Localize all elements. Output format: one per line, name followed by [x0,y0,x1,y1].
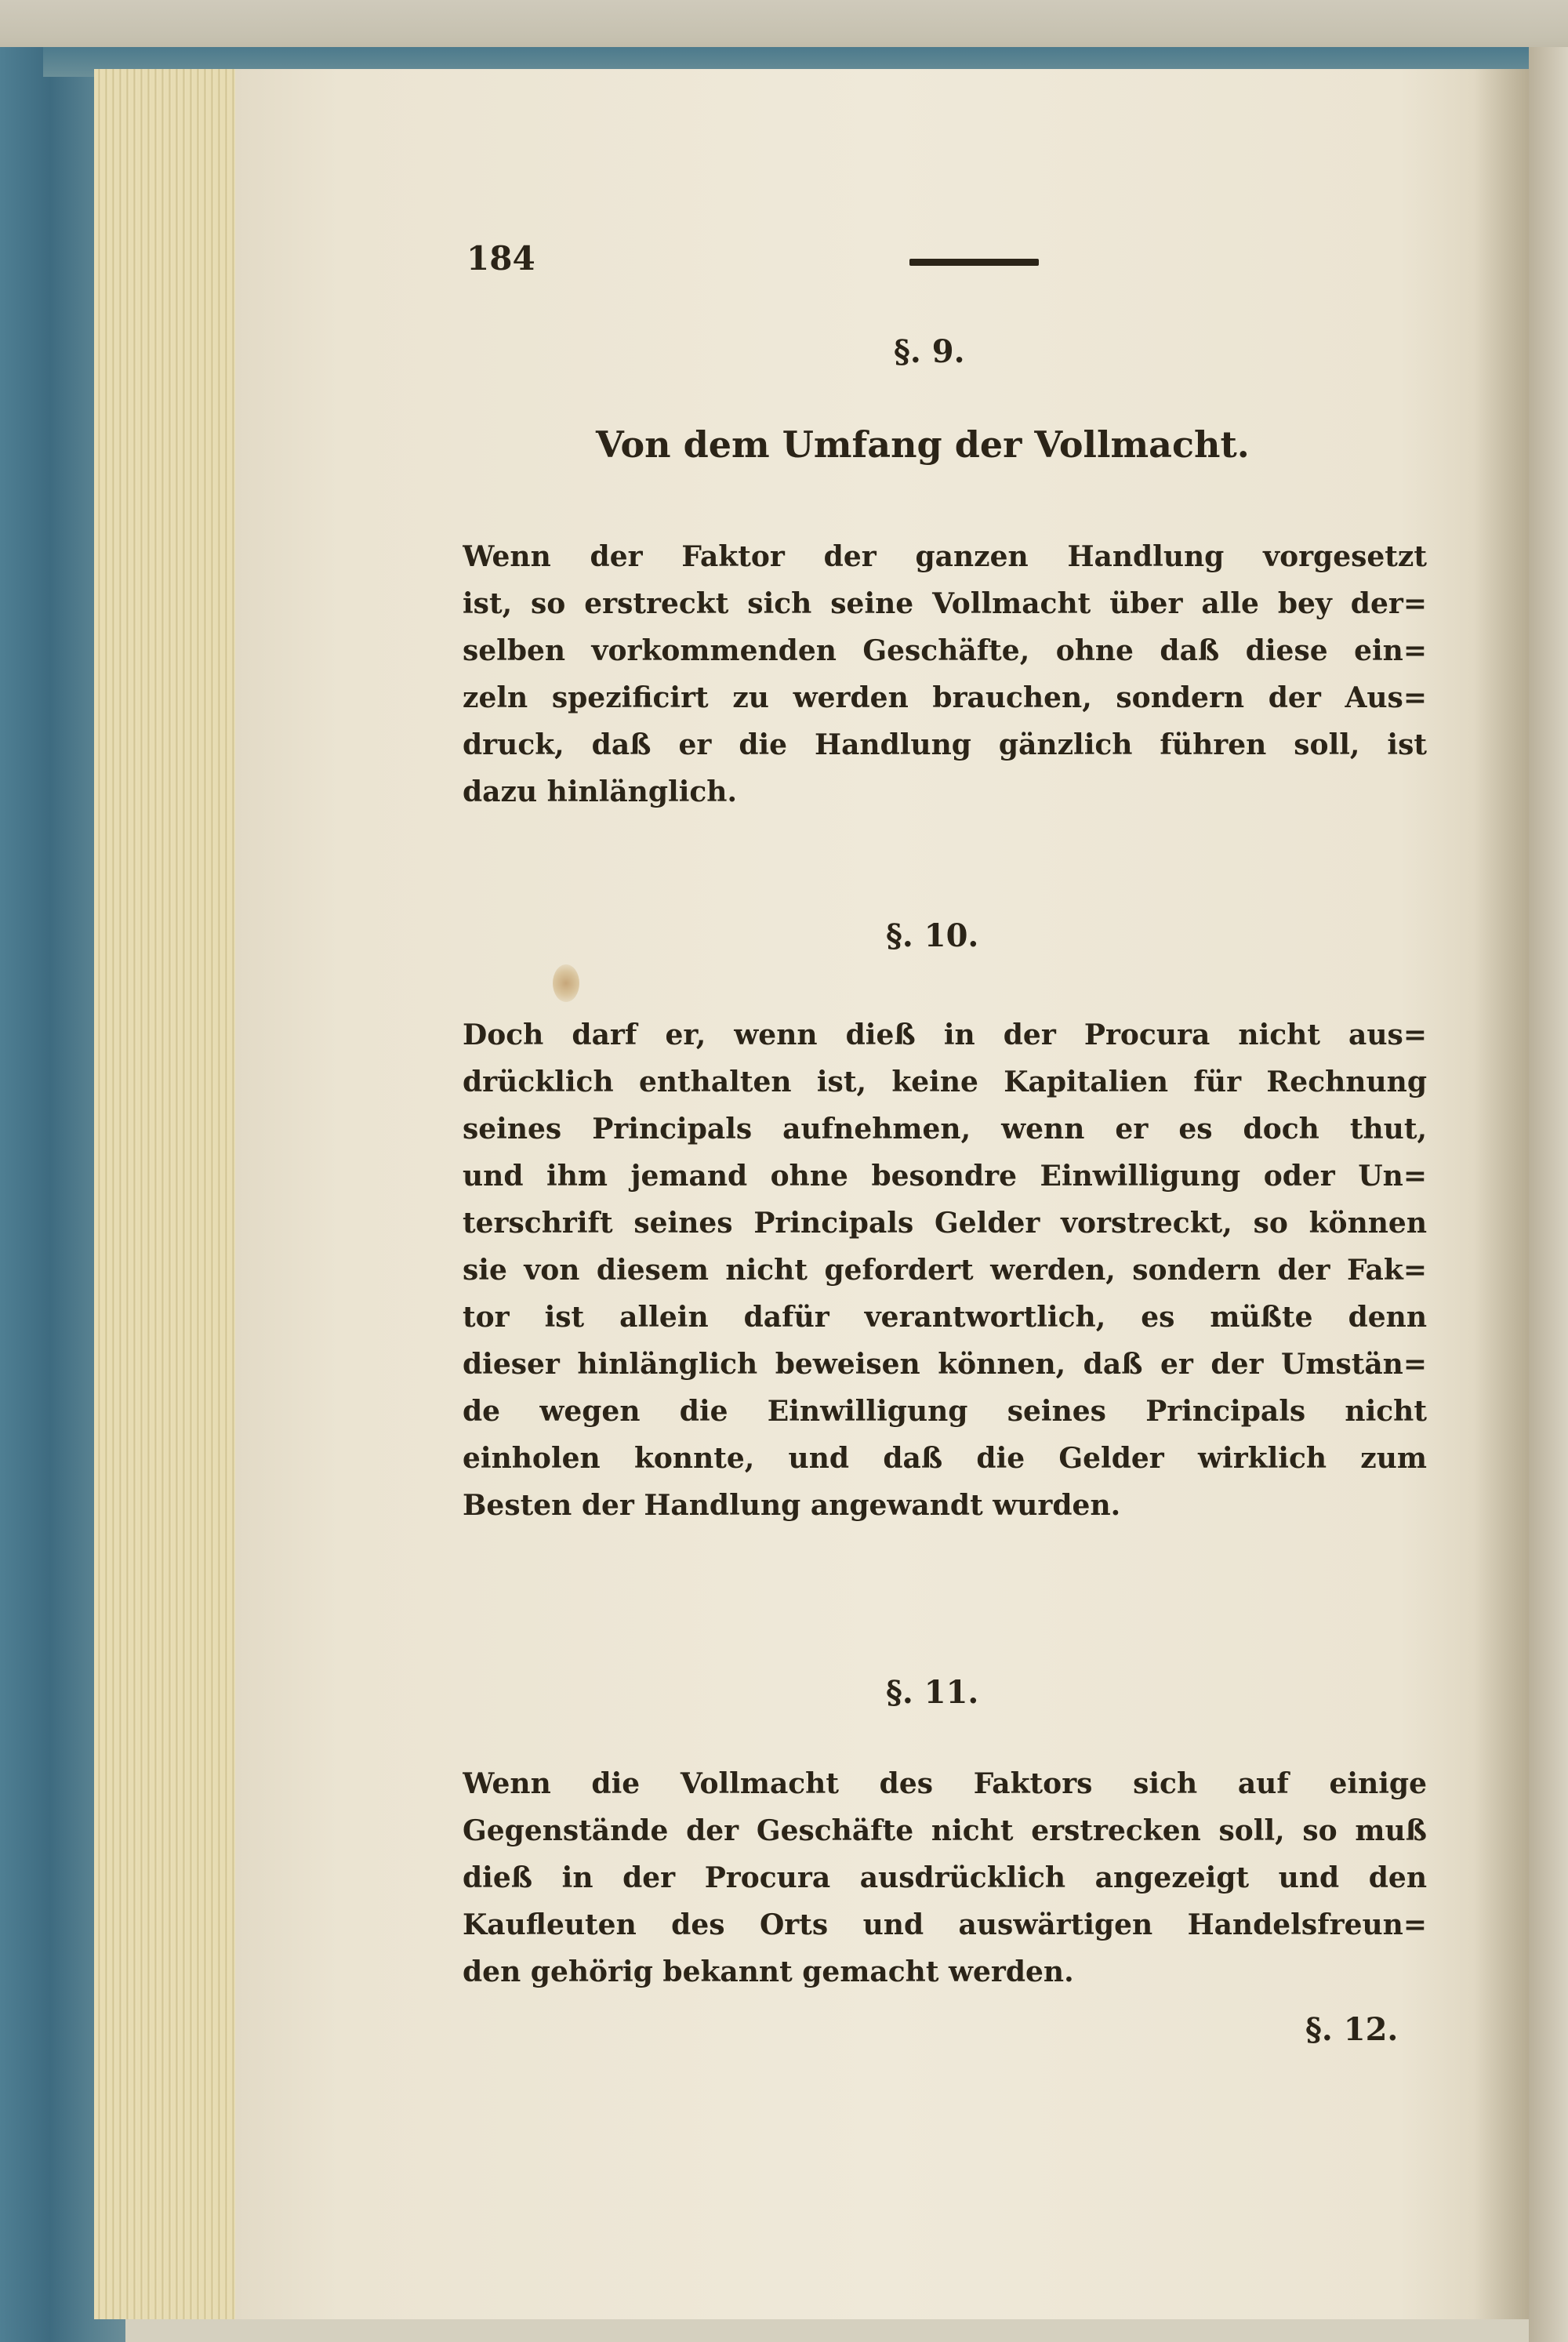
paragraph-line: und ihm jemand ohne besondre Einwilligung oder Un= [463,1160,1427,1193]
gutter-shadow [1474,69,1529,2319]
paragraph-line: Doch darf er, wenn dieß in der Procura nicht aus= [463,1018,1427,1051]
paragraph-line: Wenn der Faktor der ganzen Handlung vorgesetzt [463,540,1427,573]
paper-stain [553,964,579,1002]
section-9-paragraph [463,533,1427,815]
section-11-label: §. 11. [886,1674,979,1711]
paragraph-line: selben vorkommenden Geschäfte, ohne daß diese ein= [463,634,1427,667]
paragraph-line: de wegen die Einwilligung seines Principals nicht [463,1395,1427,1428]
paragraph-line: Gegenstände der Geschäfte nicht erstrecken soll, so muß [463,1814,1427,1847]
paragraph-line: einholen konnte, und daß die Gelder wirklich zum [463,1442,1427,1475]
section-10-label: §. 10. [886,917,979,954]
section-10-paragraph [463,1011,1427,1529]
section-11-paragraph [463,1760,1427,1995]
paragraph-line: den gehörig bekannt gemacht werden. [463,1955,1074,1988]
paragraph-line: tor ist allein dafür verantwortlich, es müßte denn [463,1301,1427,1334]
paragraph-line: terschrift seines Principals Gelder vorstreckt, so können [463,1207,1427,1240]
paragraph-line: dieser hinlänglich beweisen können, daß er der Umstän= [463,1348,1427,1381]
paragraph-line: dazu hinlänglich. [463,775,737,808]
paragraph-line: seines Principals aufnehmen, wenn er es doch thut, [463,1113,1427,1146]
paragraph-line: Besten der Handlung angewandt wurden. [463,1489,1121,1522]
paragraph-line: druck, daß er die Handlung gänzlich führen soll, ist [463,728,1427,761]
paragraph-line: Kaufleuten des Orts und auswärtigen Handelsfreun= [463,1908,1427,1941]
right-binding [1529,47,1568,2342]
paragraph-line: ist, so erstreckt sich seine Vollmacht über alle bey der= [463,587,1427,620]
page-number: 184 [466,239,535,278]
paragraph-line: drücklich enthalten ist, keine Kapitalien für Rechnung [463,1066,1427,1098]
page-edges [94,69,245,2319]
paragraph-line: dieß in der Procura ausdrücklich angezeigt und den [463,1861,1427,1894]
catchword: §. 12. [1305,2011,1399,2048]
paragraph-line: sie von diesem nicht gefordert werden, sondern der Fak= [463,1254,1427,1287]
header-rule [909,259,1039,266]
paragraph-line: Wenn die Vollmacht des Faktors sich auf einige [463,1767,1427,1800]
section-9-label: §. 9. [894,333,965,370]
section-9-heading: Von dem Umfang der Vollmacht. [596,423,1250,466]
paragraph-line: zeln spezificirt zu werden brauchen, sondern der Aus= [463,681,1427,714]
